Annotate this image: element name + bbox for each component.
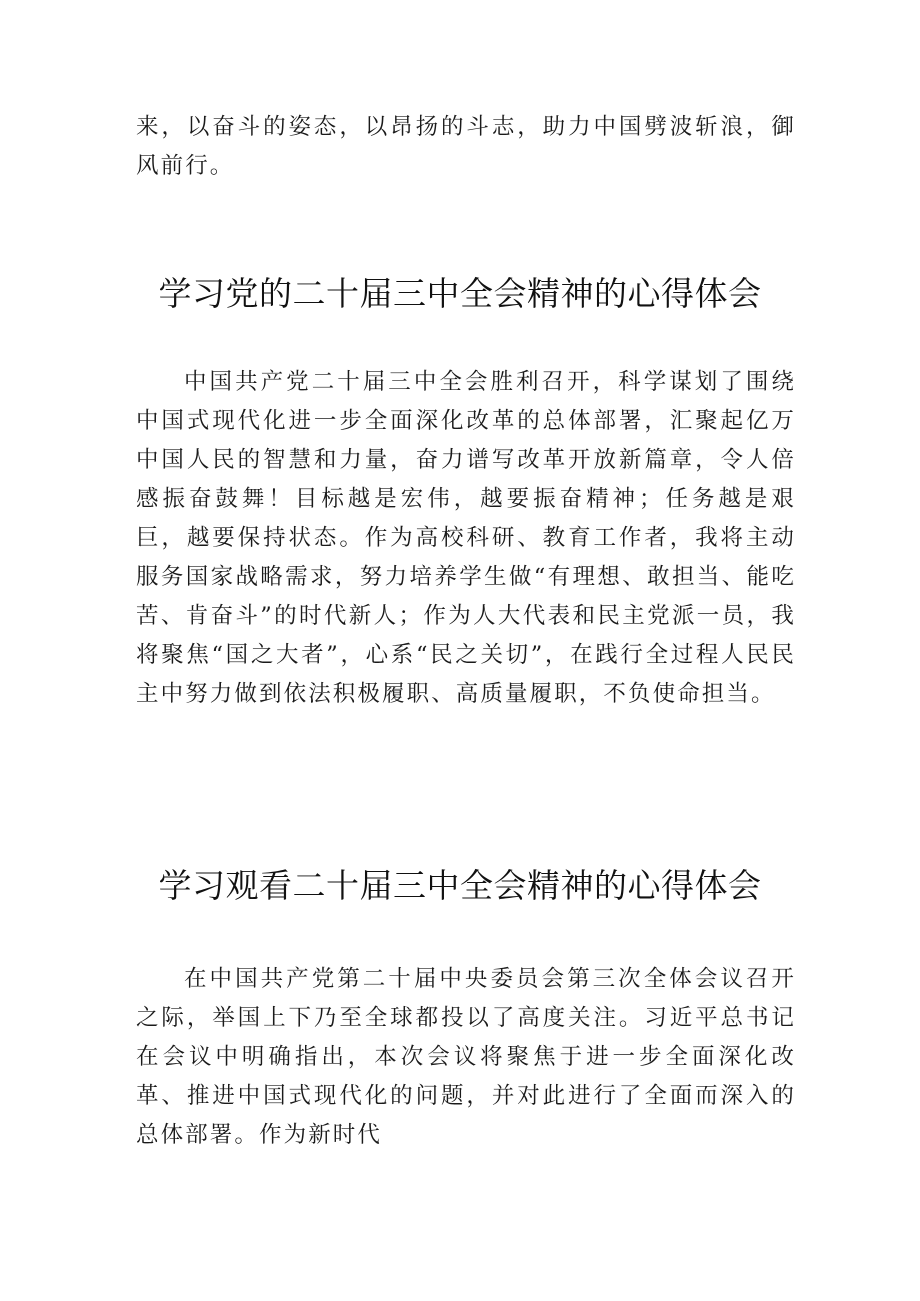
- continuation-paragraph: 来，以奋斗的姿态，以昂扬的斗志，助力中国劈波斩浪，御风前行。: [136, 114, 796, 179]
- section-heading-watch-plenum: 学习观看二十届三中全会精神的心得体会: [158, 866, 762, 905]
- section-heading-party-plenum: 学习党的二十届三中全会精神的心得体会: [158, 274, 762, 313]
- section-paragraph-watch-plenum: 在中国共产党第二十届中央委员会第三次全体会议召开之际，举国上下乃至全球都投以了高度关注。习近平总书记在会议中明确指出，本次会议将聚焦于进一步全面深化改革、推进中国式现代化的问题，并对此进行了全面而深入的总体部署。作为新时代: [136, 966, 796, 1148]
- section-paragraph-party-plenum: 中国共产党二十届三中全会胜利召开，科学谋划了围绕中国式现代化进一步全面深化改革的总体部署，汇聚起亿万中国人民的智慧和力量，奋力谱写改革开放新篇章，令人倍感振奋鼓舞！目标越是宏伟，越要振奋精神；任务越是艰巨，越要保持状态。作为高校科研、教育工作者，我将主动服务国家战略需求，努力培养学生做“有理想、敢担当、能吃苦、肯奋斗”的时代新人；作为人大代表和民主党派一员，我将聚焦“国之大者”，心系“民之关切”，在践行全过程人民民主中努力做到依法积极履职、高质量履职，不负使命担当。: [136, 369, 796, 707]
